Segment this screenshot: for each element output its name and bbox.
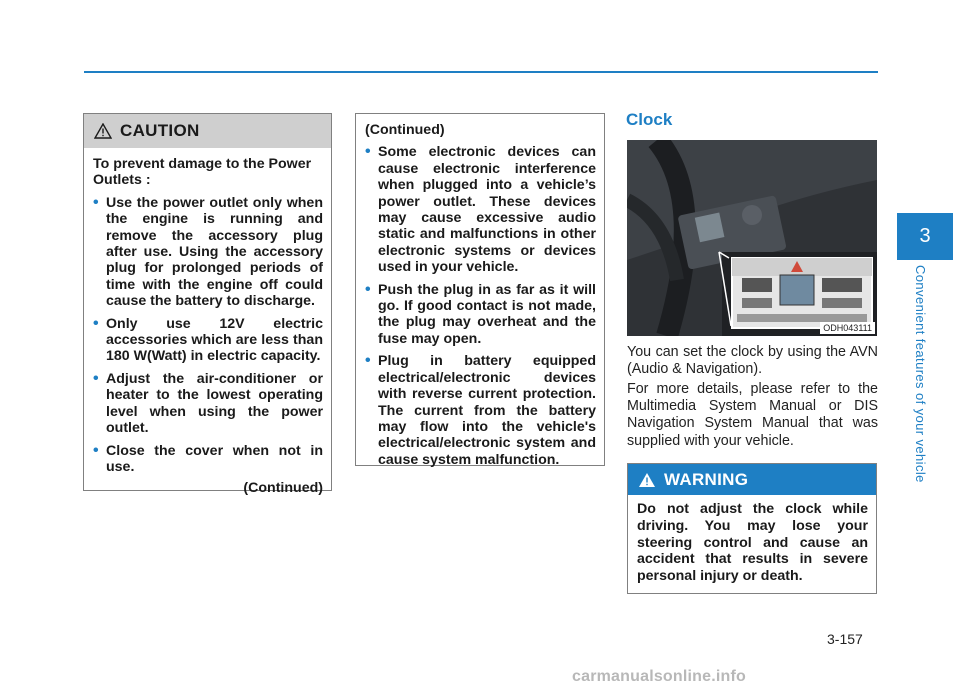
continued-list — [365, 144, 596, 468]
warning-text: Do not adjust the clock while driving. You may lose your steering control and cause an accident that results in severe personal injury or death. — [637, 501, 868, 585]
warning-title: WARNING — [664, 469, 749, 489]
clock-paragraph-2: For more details, please refer to the Multimedia System Manual or DIS Navigation System Manual that was supplied with your vehicle. — [627, 381, 878, 449]
page-number: 3-157 — [827, 631, 863, 647]
warning-triangle-icon — [638, 472, 656, 488]
clock-paragraph-1: You can set the clock by using the AVN (Audio & Navigation). — [627, 344, 878, 378]
chapter-tab: 3 — [897, 213, 953, 260]
warning-header — [628, 464, 876, 495]
caution-body — [84, 148, 331, 497]
caution-item: • Close the cover when not in use. — [93, 443, 323, 476]
caution-title: CAUTION — [120, 121, 200, 140]
dashboard-photo — [627, 140, 877, 336]
dashboard-illustration — [627, 140, 877, 336]
continued-item: • Push the plug in as far as it will go. If good contact is not made, the plug may overheat and the fuse may open. — [365, 282, 596, 348]
warning-box — [627, 463, 877, 594]
watermark: carmanualsonline.info — [572, 668, 747, 685]
warning-triangle-icon — [94, 123, 112, 139]
caution-intro: To prevent damage to the Power Outlets : — [93, 156, 312, 189]
caution-item: • Only use 12V electric accessories which are less than 180 W(Watt) in electric capacity. — [93, 316, 323, 365]
continued-box — [355, 113, 605, 466]
continued-item: • Some electronic devices can cause electronic interference when plugged into a vehicle’s power outlet. These devices may cause excessive audio static and malfunctions in other electronic systems or devices used in your vehicle. — [365, 144, 596, 275]
caution-header — [84, 114, 331, 148]
caution-box — [83, 113, 332, 497]
continued-body — [356, 114, 604, 468]
caution-list — [93, 195, 323, 476]
continued-heading: (Continued) — [365, 122, 445, 138]
caution-continued: (Continued) — [243, 480, 323, 497]
chapter-side-label: Convenient features of your vehicle — [913, 265, 928, 483]
caution-item: • Use the power outlet only when the engine is running and remove the accessory plug after use. Using the accessory plug for prolonged periods of time with the engine off could cause the battery to discharge. — [93, 195, 323, 310]
top-rule — [84, 71, 878, 73]
section-title-clock: Clock — [626, 110, 673, 129]
image-code: ODH043111 — [820, 322, 875, 334]
caution-item: • Adjust the air-conditioner or heater to the lowest operating level when using the power outlet. — [93, 371, 323, 437]
continued-item: • Plug in battery equipped electrical/electronic devices with reverse current protection. The current from the battery may flow into the vehicle's electrical/electronic system and cause system malfunction. — [365, 353, 596, 468]
